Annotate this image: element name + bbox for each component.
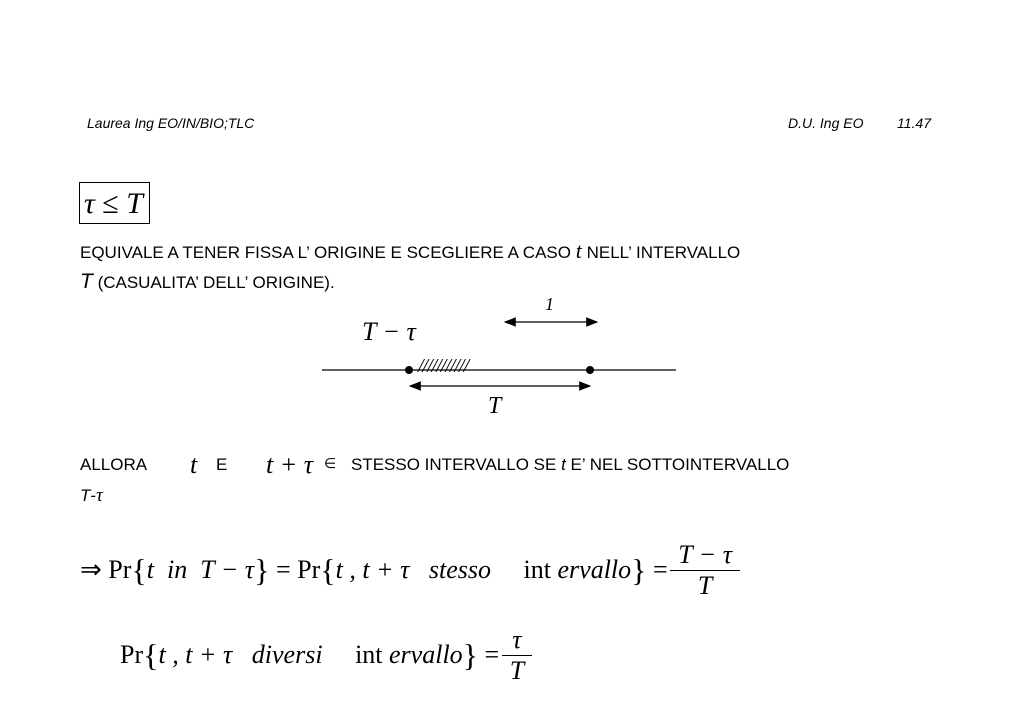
- f2-pr-label: Pr: [120, 640, 144, 669]
- f2-int: int: [355, 640, 383, 669]
- pr-label: Pr: [108, 555, 132, 584]
- f1-numerator: T − τ: [678, 539, 733, 569]
- var-T: T: [80, 270, 93, 293]
- sub-tau: τ: [96, 485, 103, 506]
- header-course: D.U. Ing EO: [788, 115, 864, 131]
- T-symbol: T: [126, 187, 143, 220]
- f1-stesso: stesso: [428, 555, 492, 584]
- left-brace-2: {: [320, 551, 336, 588]
- pr-label-2: Pr: [297, 555, 321, 584]
- f2-diversi: diversi: [251, 640, 323, 669]
- f2-right-brace: }: [462, 636, 479, 673]
- f2-left-brace: {: [143, 636, 159, 673]
- f1-in: in: [167, 555, 188, 584]
- paragraph-1-line-2: [80, 270, 335, 294]
- formula-1: [80, 530, 736, 610]
- para1-text-a: EQUIVALE A TENER FISSA L’ ORIGINE E SCEGLIERE A CASO: [80, 243, 571, 262]
- element-of-symbol: ∈: [324, 457, 337, 472]
- f1-denominator: T: [670, 570, 740, 601]
- para1-text-c: (CASUALITA’ DELL’ ORIGINE).: [97, 273, 335, 292]
- paragraph-1-line-1: [80, 238, 740, 264]
- fraction-2: [506, 625, 528, 686]
- f2-ervallo: ervallo: [389, 640, 463, 669]
- hatch-marks: ///////////: [418, 355, 469, 377]
- formula-2: [120, 617, 528, 693]
- equals-sign-2: =: [653, 555, 668, 584]
- tau-symbol: τ: [84, 187, 95, 220]
- sub-T: T: [80, 486, 91, 505]
- f2-equals-sign: =: [484, 640, 500, 669]
- label-T-minus-tau: T − τ: [362, 317, 416, 346]
- f1-int: int: [523, 555, 551, 584]
- label-tau-arrow: 1: [545, 294, 554, 314]
- paragraph-2-line-1: [351, 455, 789, 475]
- f2-args: t , t + τ: [158, 640, 233, 669]
- right-brace: }: [254, 551, 270, 588]
- para2-text-a: STESSO INTERVALLO SE: [351, 455, 557, 474]
- header-left: Laurea Ing EO/IN/BIO;TLC: [87, 115, 255, 131]
- para2-var-t: t: [561, 455, 566, 474]
- interval-end-dot: [586, 366, 594, 374]
- right-brace-2: }: [631, 551, 647, 588]
- f1-T-minus-tau: T − τ: [200, 555, 255, 584]
- para2-text-b: E’ NEL SOTTOINTERVALLO: [570, 455, 790, 474]
- f2-denominator: T: [502, 655, 532, 686]
- para1-text-b: NELL’ INTERVALLO: [586, 243, 741, 262]
- implies-symbol: ⇒: [80, 555, 102, 584]
- allora-label: ALLORA: [80, 455, 148, 474]
- allora-expr: t + τ: [266, 450, 314, 479]
- allora-var-t: t: [190, 450, 198, 479]
- var-t: t: [575, 238, 582, 263]
- leq-symbol: ≤: [102, 187, 119, 220]
- f2-numerator: τ: [512, 624, 522, 654]
- condition-box: [79, 182, 150, 224]
- fraction-1: [674, 540, 736, 601]
- label-T: T: [488, 393, 502, 419]
- f1-ervallo: ervallo: [557, 555, 632, 584]
- sub-dash: -: [90, 486, 97, 505]
- left-brace: {: [131, 551, 147, 588]
- f1-args: t , t + τ: [335, 555, 410, 584]
- page-number: 11.47: [897, 115, 931, 131]
- subinterval-label: [80, 485, 103, 507]
- equals-sign: =: [275, 555, 291, 584]
- interval-start-dot: [405, 366, 413, 374]
- allora-and: E: [216, 455, 228, 474]
- f1-t: t: [146, 555, 155, 584]
